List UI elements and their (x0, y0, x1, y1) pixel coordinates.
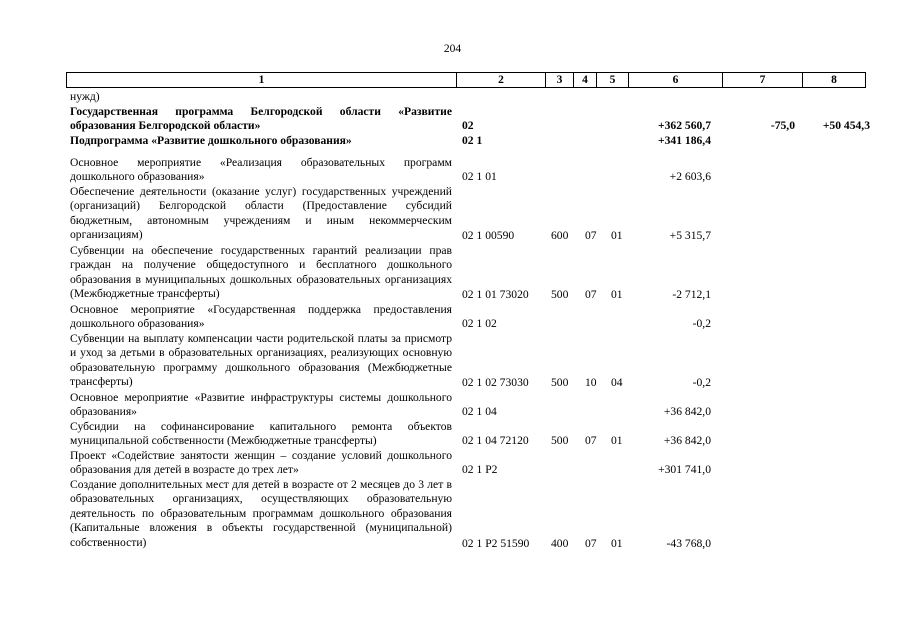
row-value-col6: +301 741,0 (658, 463, 711, 476)
row-value-col6: -0,2 (692, 317, 711, 330)
continued-text-fragment: нужд) (70, 90, 100, 103)
row-pr: 01 (611, 434, 623, 447)
row-value-col6: -0,2 (692, 376, 711, 389)
row-vr: 500 (551, 288, 569, 301)
row-rz: 07 (585, 434, 597, 447)
row-value-col6: +341 186,4 (658, 134, 711, 147)
row-value-col8: +50 454,3 (822, 119, 870, 132)
column-header-1: 1 (67, 73, 457, 87)
row-rz: 10 (585, 376, 597, 389)
row-description: Создание дополнительных мест для детей в возрасте от 2 месяцев до 3 лет в образовательных организациях, осуществляющих образовательную деятельность по образовательным программам дошкольного образования (Капитальные вложения в объекты государственной (муниципальной) собственности) (70, 478, 452, 549)
row-pr: 01 (611, 288, 623, 301)
row-description: Субвенции на обеспечение государственных гарантий реализации прав граждан на получение общедоступного и бесплатного дошкольного образования в муниципальных дошкольных образовательных организациях (Межбюджетные трансферты) (70, 244, 452, 301)
row-code: 02 1 02 73030 (462, 376, 529, 389)
column-header-7: 7 (723, 73, 803, 87)
row-description: Субсидии на софинансирование капитального ремонта объектов муниципальной собственности (Межбюджетные трансферты) (70, 420, 452, 448)
row-description: Подпрограмма «Развитие дошкольного образования» (70, 134, 352, 147)
row-value-col6: +36 842,0 (663, 434, 711, 447)
row-description: Обеспечение деятельности (оказание услуг) государственных учреждений (организаций) Белгородской области (Предоставление субсидий бюджетным, автономным учреждениям и иным некоммерческим организациям) (70, 185, 452, 242)
row-pr: 04 (611, 376, 623, 389)
row-code: 02 1 02 (462, 317, 497, 330)
row-vr: 600 (551, 229, 569, 242)
column-header-2: 2 (457, 73, 546, 87)
row-value-col6: +2 603,6 (669, 170, 711, 183)
row-code: 02 1 01 73020 (462, 288, 529, 301)
row-description: Основное мероприятие «Государственная поддержка предоставления дошкольного образования» (70, 303, 452, 331)
row-code: 02 1 00590 (462, 229, 515, 242)
row-pr: 01 (611, 229, 623, 242)
row-value-col6: -43 768,0 (666, 537, 711, 550)
row-description: Основное мероприятие «Реализация образовательных программ дошкольного образования» (70, 156, 452, 184)
row-rz: 07 (585, 537, 597, 550)
row-vr: 500 (551, 376, 569, 389)
row-value-col6: +362 560,7 (658, 119, 711, 132)
column-header-5: 5 (597, 73, 629, 87)
row-code: 02 1 04 72120 (462, 434, 529, 447)
row-value-col6: +36 842,0 (663, 405, 711, 418)
column-header-8: 8 (831, 74, 837, 86)
row-code: 02 1 04 (462, 405, 497, 418)
column-header-3: 3 (546, 73, 574, 87)
row-description: Государственная программа Белгородской области «Развитие образования Белгородской области» (70, 105, 452, 133)
row-value-col6: +5 315,7 (669, 229, 711, 242)
page-number: 204 (443, 43, 462, 55)
column-header-6: 6 (629, 73, 723, 87)
row-description: Основное мероприятие «Развитие инфраструктуры системы дошкольного образования» (70, 391, 452, 419)
column-header-row (66, 72, 866, 88)
row-value-col6: -2 712,1 (672, 288, 711, 301)
row-code: 02 1 01 (462, 170, 497, 183)
row-code: 02 1 (462, 134, 483, 147)
column-header-4: 4 (574, 73, 597, 87)
row-description: Проект «Содействие занятости женщин – создание условий дошкольного образования для детей в возрасте до трех лет» (70, 449, 452, 477)
row-code: 02 1 P2 51590 (462, 537, 530, 550)
row-pr: 01 (611, 537, 623, 550)
row-vr: 400 (551, 537, 569, 550)
row-code: 02 1 P2 (462, 463, 498, 476)
row-rz: 07 (585, 288, 597, 301)
row-vr: 500 (551, 434, 569, 447)
row-rz: 07 (585, 229, 597, 242)
row-code: 02 (462, 119, 474, 132)
row-description: Субвенции на выплату компенсации части родительской платы за присмотр и уход за детьми в образовательных организациях, реализующих основную образовательную программу дошкольного образования (Межбюджетные трансферты) (70, 332, 452, 389)
row-value-col7: -75,0 (770, 119, 795, 132)
